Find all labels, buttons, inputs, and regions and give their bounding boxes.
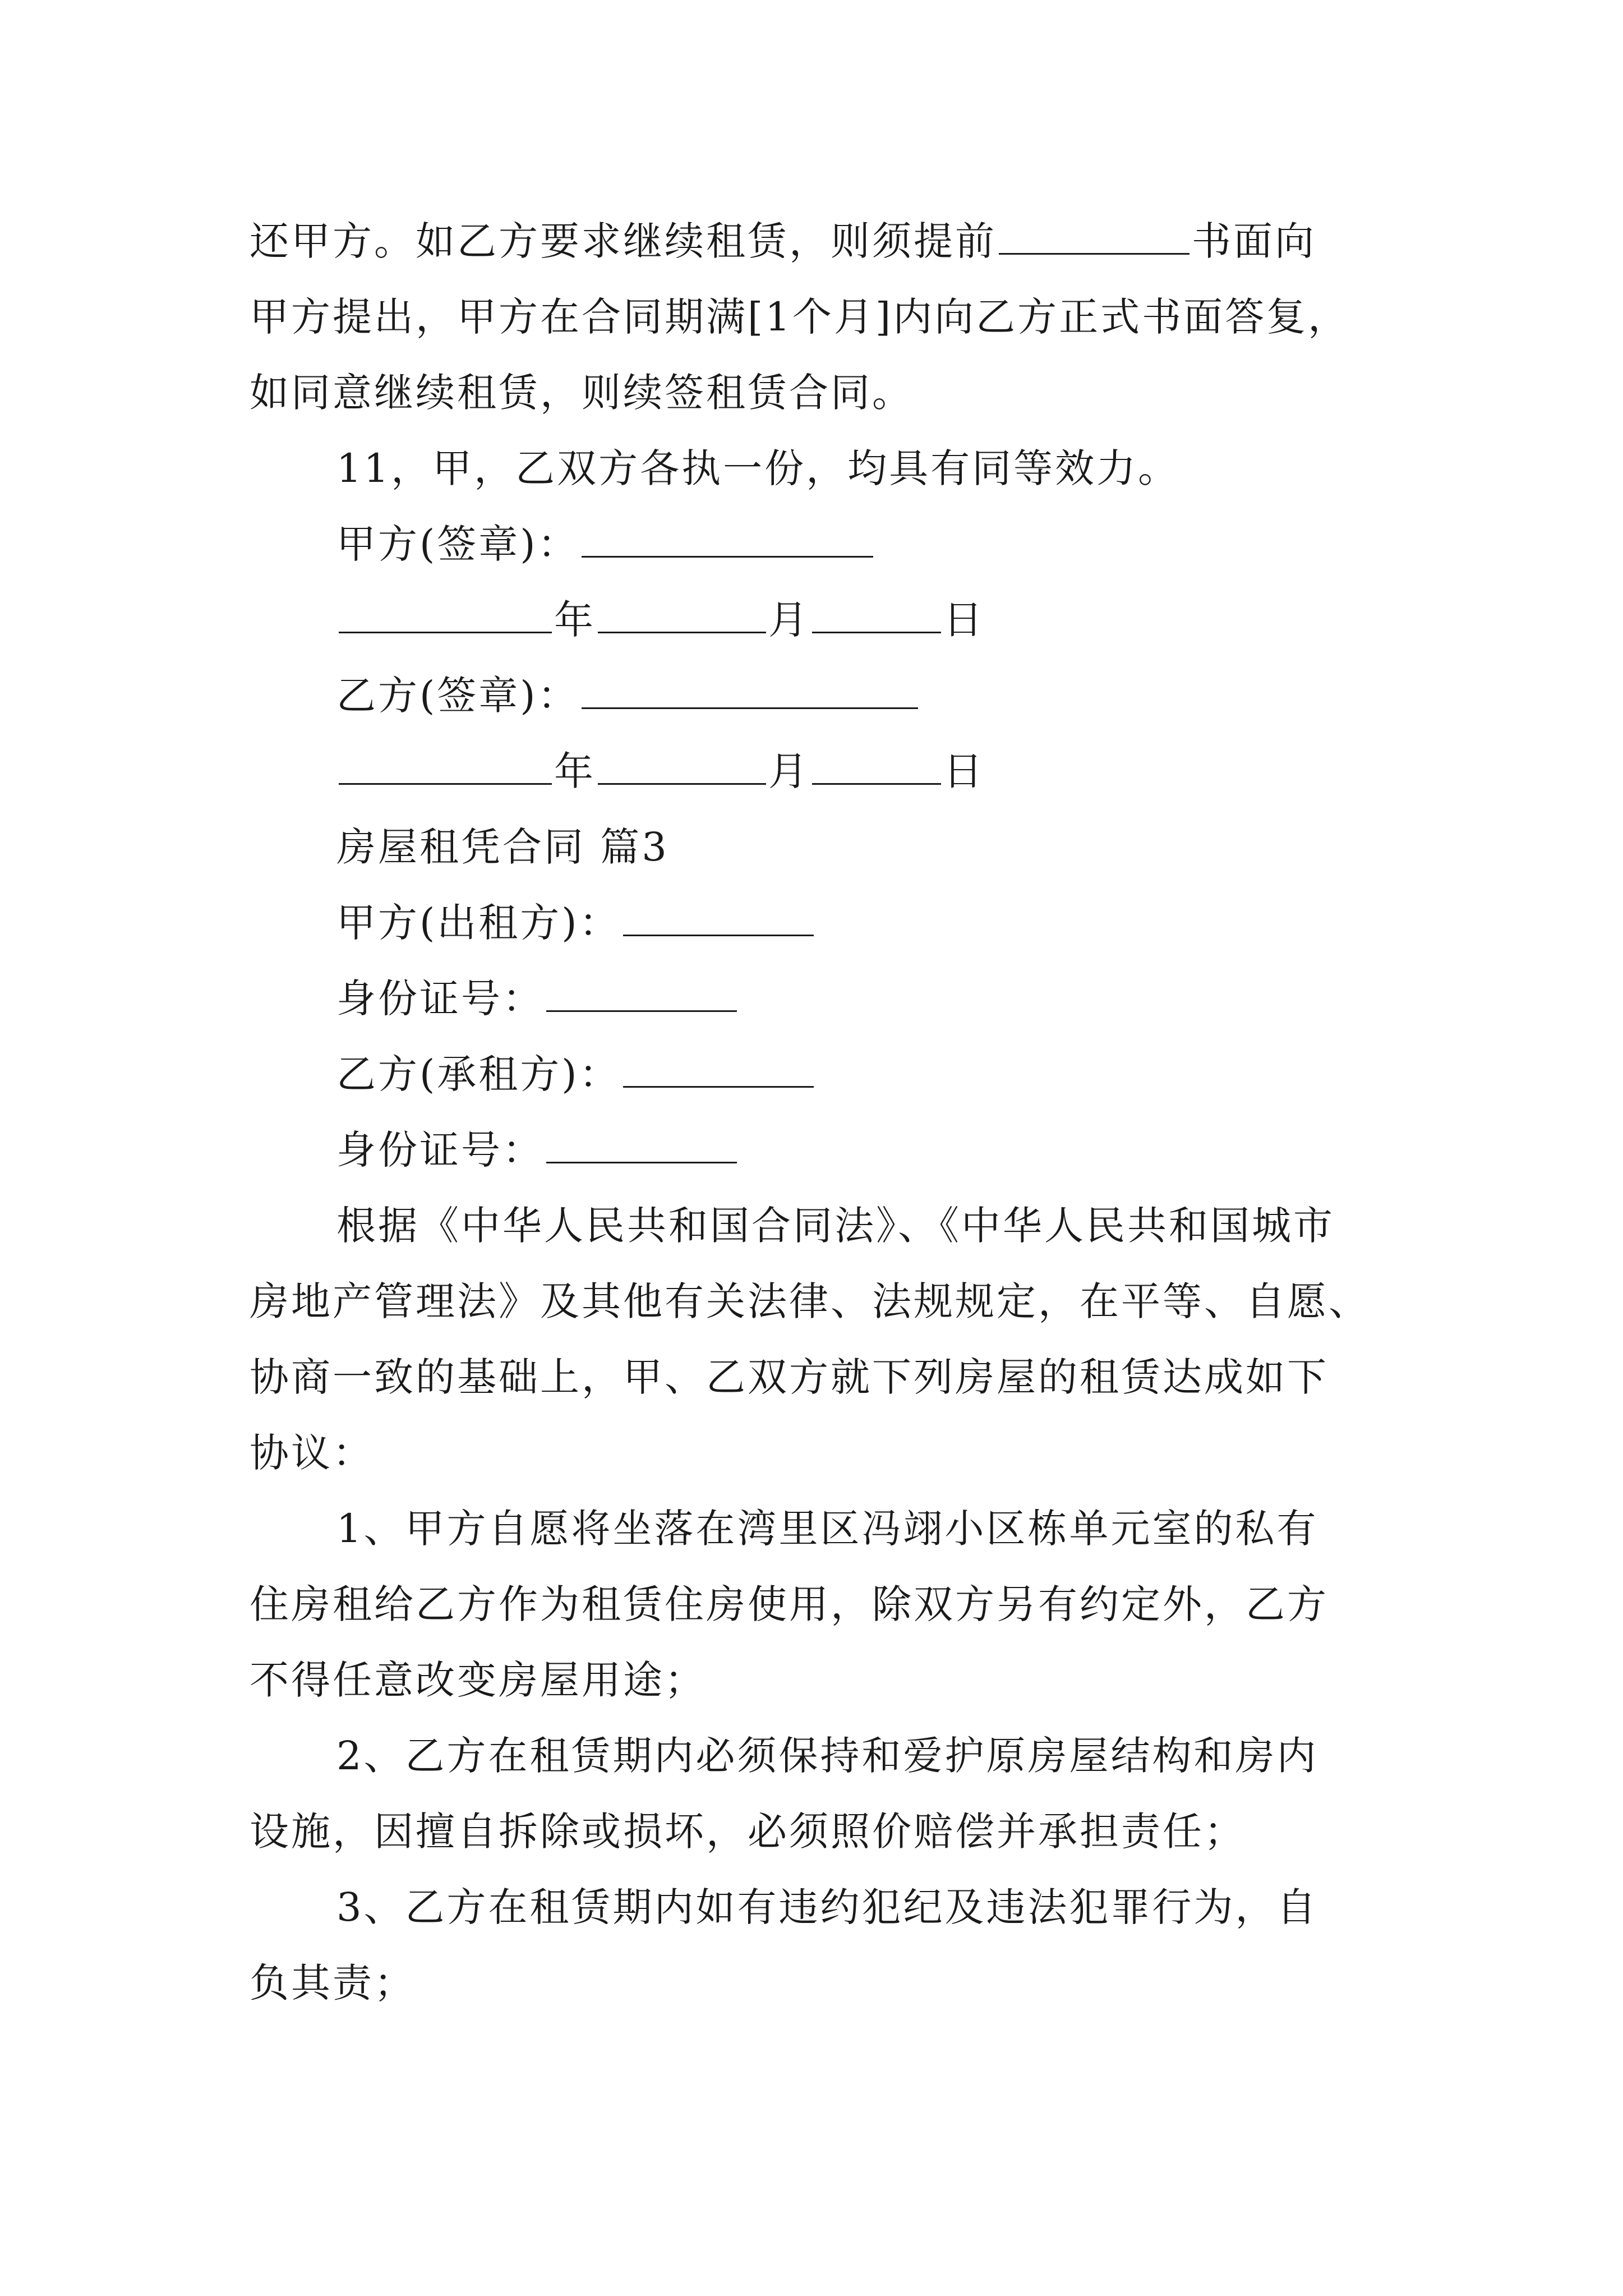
date-line: 年 月 日 (336, 592, 1623, 648)
paragraph-line: 甲方提出，甲方在合同期满[1个月]内向乙方正式书面答复， (250, 294, 1350, 340)
text: 书面向 (1192, 218, 1316, 264)
day-blank[interactable] (812, 744, 941, 785)
paragraph-line: 住房租给乙方作为租赁住房使用，除双方另有约定外，乙方 (250, 1581, 1329, 1627)
paragraph-line: 不得任意改变房屋用途； (250, 1657, 706, 1703)
date-line: 年 月 日 (336, 743, 1623, 799)
paragraph-line: 1、甲方自愿将坐落在湾里区冯翊小区栋单元室的私有 (336, 1506, 1318, 1552)
party-b-signature-line: 乙方(签章)： (336, 668, 1623, 724)
id-blank[interactable] (546, 971, 737, 1012)
name-blank[interactable] (623, 895, 814, 936)
paragraph-line: 房地产管理法》及其他有关法律、法规规定，在平等、自愿、 (250, 1278, 1370, 1324)
section-title: 房屋租凭合同 篇3 (336, 824, 669, 870)
year-blank[interactable] (339, 592, 552, 633)
party-a-line: 甲方(出租方)： (336, 895, 1623, 951)
paragraph-line: 如同意继续租赁，则续签租赁合同。 (250, 370, 914, 416)
paragraph-line: 根据《中华人民共和国合同法》、《中华人民共和国城市 (336, 1203, 1335, 1249)
paragraph-line: 11，甲，乙双方各执一份，均具有同等效力。 (336, 445, 1180, 491)
paragraph-line: 设施，因擅自拆除或损坏，必须照价赔偿并承担责任； (250, 1809, 1246, 1855)
signature-blank[interactable] (582, 668, 918, 709)
paragraph-line: 协商一致的基础上，甲、乙双方就下列房屋的租赁达成如下 (250, 1354, 1329, 1400)
year-blank[interactable] (339, 744, 552, 785)
id-blank[interactable] (546, 1122, 737, 1163)
signature-blank[interactable] (582, 517, 873, 558)
party-b-line: 乙方(承租方)： (336, 1046, 1623, 1102)
fill-blank[interactable] (999, 214, 1189, 255)
month-blank[interactable] (598, 744, 766, 785)
day-blank[interactable] (812, 592, 941, 633)
text: 还甲方。如乙方要求继续租赁，则须提前 (250, 218, 997, 264)
party-a-signature-line: 甲方(签章)： (336, 516, 1623, 572)
name-blank[interactable] (623, 1047, 814, 1088)
paragraph-line: 协议： (250, 1430, 374, 1476)
paragraph-line: 3、乙方在租赁期内如有违约犯纪及违法犯罪行为，自 (336, 1884, 1318, 1930)
id-line: 身份证号： (336, 1122, 1623, 1178)
paragraph-line: 2、乙方在租赁期内必须保持和爱护原房屋结构和房内 (336, 1733, 1318, 1779)
paragraph-line: 负其责； (250, 1960, 416, 2006)
paragraph-line (250, 213, 1623, 269)
id-line: 身份证号： (336, 970, 1623, 1027)
month-blank[interactable] (598, 592, 766, 633)
